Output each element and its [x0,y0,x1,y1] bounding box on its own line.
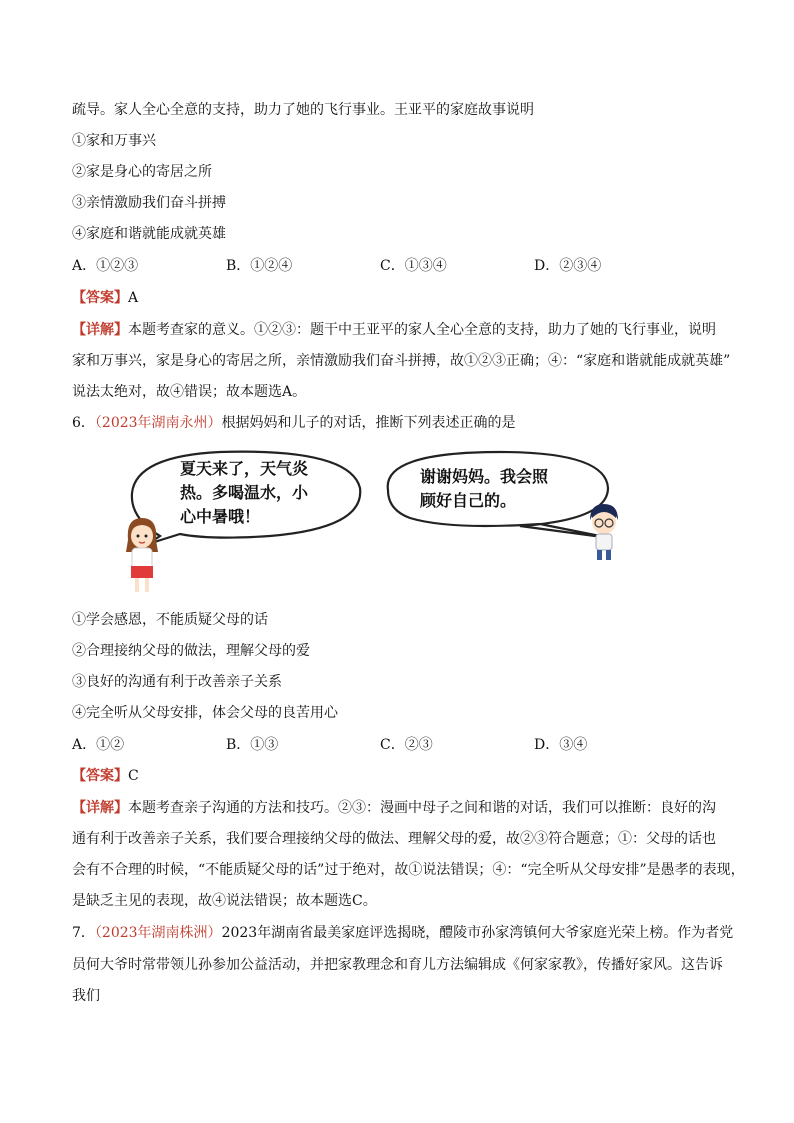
q6-stem [72,413,516,433]
q5-statement-1: ①家和万事兴 [72,133,156,149]
q6-option-a: A．①② [72,737,125,753]
q5-option-a: A．①②③ [72,258,139,274]
son-figure [590,504,618,560]
mother-figure [126,518,158,592]
q5-option-c: C．①③④ [380,258,447,274]
q6-statement-4: ④完全听从父母安排，体会父母的良苦用心 [72,705,338,721]
q6-source: （2023年湖南永州） [94,415,222,431]
q7-source: （2023年湖南株洲） [94,925,222,941]
detail-text: 本题考查亲子沟通的方法和技巧。②③：漫画中母子之间和谐的对话，我们可以推断：良好的沟 [128,800,716,816]
q5-option-d: D．②③④ [534,258,602,274]
q6-detail-line-1 [72,798,716,818]
q6-statement-2: ②合理接纳父母的做法，理解父母的爱 [72,643,310,659]
q5-statement-4: ④家庭和谐就能成就英雄 [72,226,226,242]
q5-option-b: B．①②④ [226,258,293,274]
detail-tag: 【详解】 [72,322,128,338]
bubble-left-line-2: 热。多喝温水，小 [180,483,309,502]
q5-detail-line-3: 说法太绝对，故④错误；故本题选A。 [72,384,307,400]
q6-answer [72,766,139,786]
bubble-right-line-2: 顾好自己的。 [420,491,517,510]
son-speech-bubble [388,452,610,538]
q6-stem-text: 根据妈妈和儿子的对话，推断下列表述正确的是 [221,415,516,431]
q6-detail-line-3: 会有不合理的时候，“不能质疑父母的话”过于绝对，故①说法错误；④：“完全听从父母安排”是愚孝的表现， [72,862,745,878]
detail-tag: 【详解】 [72,800,128,816]
q6-option-c: C．②③ [380,737,433,753]
mother-son-dialogue-illustration [120,448,620,598]
answer-value: C [128,768,139,784]
q5-detail-line-2: 家和万事兴，家是身心的寄居之所，亲情激励我们奋斗拼搏，故①②③正确；④：“家庭和谐就能成就英雄” [72,353,731,369]
q6-detail-line-4: 是缺乏主见的表现，故④说法错误；故本题选C。 [72,893,377,909]
q7-stem-line-3: 我们 [72,988,100,1004]
q5-statement-3: ③亲情激励我们奋斗拼搏 [72,195,226,211]
answer-tag: 【答案】 [72,290,128,306]
q7-number: 7． [72,925,95,941]
bubble-right-line-1: 谢谢妈妈。我会照 [420,467,549,486]
mother-speech-bubble [132,452,360,544]
q7-stem-text: 2023年湖南省最美家庭评选揭晓，醴陵市孙家湾镇何大爷家庭光荣上榜。作为者党 [221,925,734,941]
answer-tag: 【答案】 [72,768,128,784]
bubble-left-line-3: 心中暑哦！ [180,507,261,526]
q7-stem-line-1 [72,923,733,943]
q6-statement-3: ③良好的沟通有利于改善亲子关系 [72,674,282,690]
detail-text: 本题考查家的意义。①②③：题干中王亚平的家人全心全意的支持，助力了她的飞行事业，说明 [128,322,716,338]
q6-number: 6． [72,415,95,431]
q5-statement-2: ②家是身心的寄居之所 [72,164,212,180]
q5-answer [72,288,138,308]
q6-option-d: D．③④ [534,737,588,753]
answer-value: A [128,290,139,306]
q6-statement-1: ①学会感恩，不能质疑父母的话 [72,612,268,628]
bubble-left-line-1: 夏天来了，天气炎 [180,459,309,478]
q5-stem-continued: 疏导。家人全心全意的支持，助力了她的飞行事业。王亚平的家庭故事说明 [72,102,534,118]
q7-stem-line-2: 员何大爷时常带领儿孙参加公益活动，并把家教理念和育儿方法编辑成《何家家教》，传播好家风。这告诉 [72,957,723,973]
q6-detail-line-2: 通有利于改善亲子关系，我们要合理接纳父母的做法、理解父母的爱，故②③符合题意；①：父母的话也 [72,831,716,847]
q6-option-b: B．①③ [226,737,279,753]
q5-detail-line-1 [72,320,716,340]
